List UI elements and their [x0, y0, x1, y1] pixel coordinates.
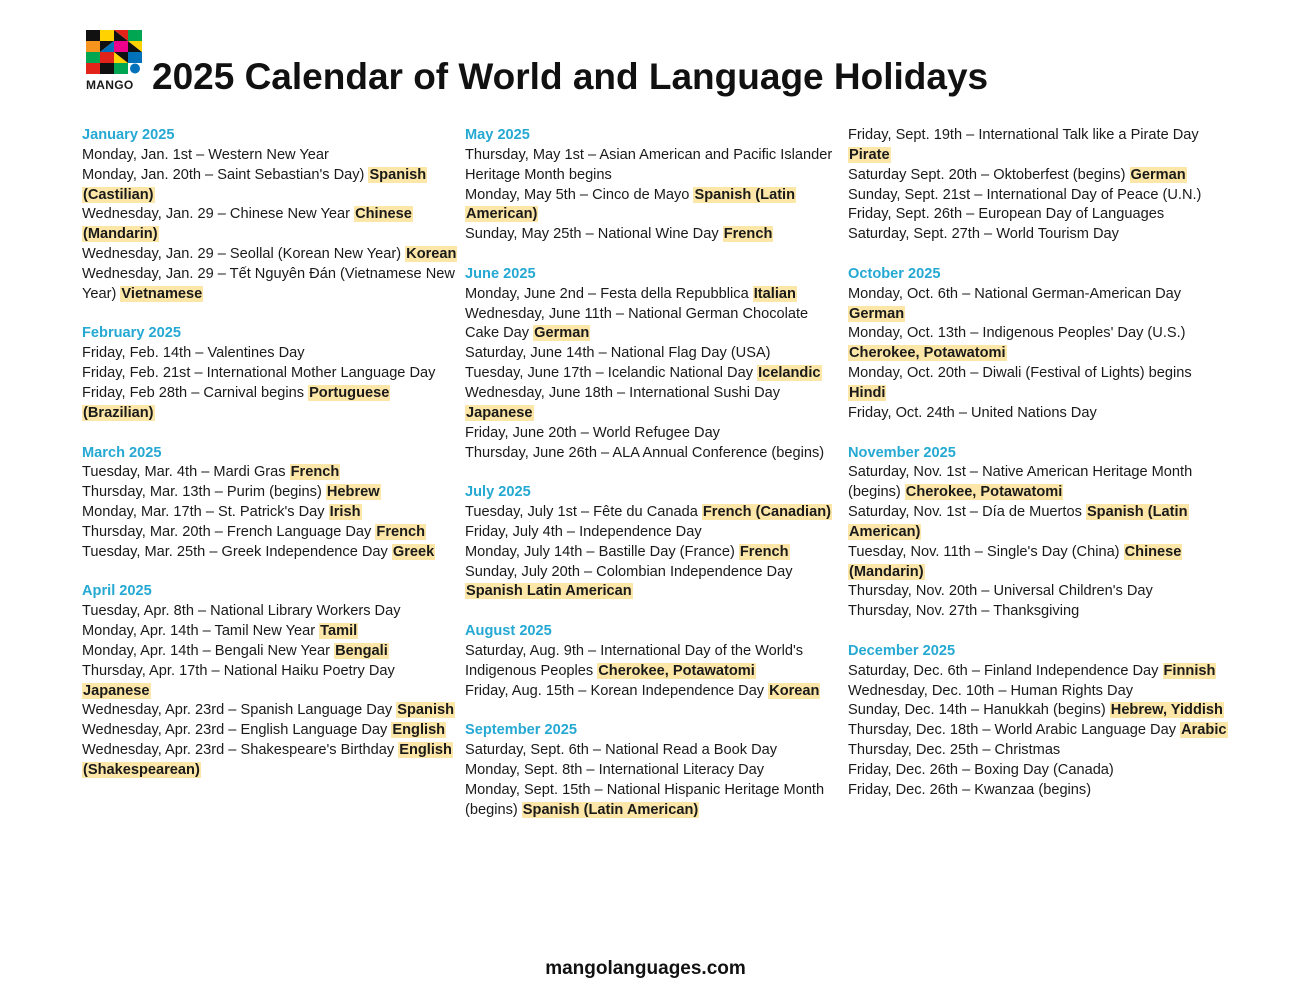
holiday-entry [465, 384, 843, 424]
language-tag: Japanese [83, 682, 150, 699]
holiday-text: Friday, Feb. 21st – International Mother Language Day [82, 365, 436, 382]
holiday-entry [848, 682, 1228, 702]
language-tag: Finnish [1163, 662, 1216, 679]
language-tag: Chinese (Mandarin) [83, 206, 412, 243]
holiday-text: Monday, Jan. 1st – Western New Year [82, 146, 329, 163]
holiday-text: Monday, July 14th – Bastille Day (France) [465, 543, 735, 560]
month-section [848, 126, 1228, 245]
language-tag: Irish [329, 504, 361, 521]
holiday-text: Saturday, Sept. 6th – National Read a Book Day [465, 742, 778, 759]
holiday-entry [465, 781, 843, 821]
language-tag: Cherokee, Potawatomi [905, 484, 1063, 501]
language-tag: Korean [769, 682, 820, 699]
month-section [82, 126, 462, 305]
holiday-text: Saturday, Dec. 6th – Finland Independence Day [848, 662, 1159, 679]
holiday-entry [82, 642, 462, 662]
holiday-text: Tuesday, Mar. 4th – Mardi Gras [82, 464, 286, 481]
language-tag: German [1130, 166, 1186, 183]
mango-logo[interactable] [86, 30, 148, 94]
month-heading: November 2025 [848, 444, 956, 461]
logo-text: MANGO [86, 78, 134, 92]
month-section [848, 265, 1228, 424]
holiday-text: Saturday, Nov. 1st – Día de Muertos [848, 504, 1082, 521]
language-tag: Pirate [849, 146, 890, 163]
holiday-text: Tuesday, Nov. 11th – Single's Day (China) [848, 543, 1120, 560]
holiday-entry [848, 285, 1228, 325]
holiday-text: Wednesday, Apr. 23rd – English Language Day [82, 722, 388, 739]
holiday-text: Friday, Feb 28th – Carnival begins [82, 384, 304, 401]
month-heading: August 2025 [465, 623, 552, 640]
holiday-text: Saturday Sept. 20th – Oktoberfest (begins) [848, 166, 1126, 183]
holiday-entry [82, 205, 462, 245]
language-tag: Portuguese (Brazilian) [83, 384, 390, 421]
month-heading: May 2025 [465, 127, 530, 143]
holiday-text: Sunday, Sept. 21st – International Day of Peace (U.N.) [848, 186, 1202, 203]
holiday-entry [82, 503, 462, 523]
holiday-text: Monday, Apr. 14th – Bengali New Year [82, 642, 330, 659]
holiday-entry [848, 761, 1228, 781]
holiday-entry [82, 344, 462, 364]
holiday-entry [82, 523, 462, 543]
holiday-entry [848, 364, 1228, 404]
holiday-text: Friday, Oct. 24th – United Nations Day [848, 404, 1097, 421]
holiday-text: Saturday, Aug. 9th – International Day of the World's Indigenous Peoples [465, 642, 804, 679]
language-tag: Hebrew, Yiddish [1110, 702, 1223, 719]
holiday-text: Wednesday, Jan. 29 – Tết Nguyên Đán (Vietnamese New Year) [82, 265, 455, 302]
holiday-entry [848, 126, 1228, 166]
mango-logo-icon [86, 30, 144, 74]
holiday-entry [465, 543, 843, 563]
language-tag: French [723, 226, 773, 243]
holiday-text: Friday, June 20th – World Refugee Day [465, 424, 720, 441]
holiday-entry [82, 483, 462, 503]
holiday-text: Friday, Sept. 19th – International Talk like a Pirate Day [848, 127, 1199, 143]
holiday-text: Friday, Dec. 26th – Kwanzaa (begins) [848, 781, 1092, 798]
calendar-column-2 [465, 126, 843, 840]
holiday-text: Monday, Apr. 14th – Tamil New Year [82, 623, 316, 640]
holiday-text: Thursday, Dec. 25th – Christmas [848, 742, 1061, 759]
language-tag: English (Shakespearean) [83, 742, 452, 778]
language-tag: German [849, 305, 905, 322]
holiday-text: Thursday, Apr. 17th – National Haiku Poetry Day [82, 662, 395, 679]
holiday-entry [82, 265, 462, 305]
holiday-text: Thursday, Mar. 20th – French Language Day [82, 523, 372, 540]
language-tag: Spanish (Latin American) [522, 801, 699, 818]
holiday-text: Thursday, Nov. 27th – Thanksgiving [848, 603, 1080, 620]
holiday-entry [848, 741, 1228, 761]
holiday-entry [82, 602, 462, 622]
language-tag: Chinese (Mandarin) [849, 543, 1182, 580]
holiday-text: Saturday, June 14th – National Flag Day (USA) [465, 345, 771, 362]
holiday-text: Wednesday, June 18th – International Sushi Day [465, 384, 781, 401]
holiday-entry [848, 503, 1228, 543]
language-tag: French [739, 543, 789, 560]
holiday-entry [82, 721, 462, 741]
calendar-column-3 [848, 126, 1228, 821]
month-heading: April 2025 [82, 583, 152, 600]
language-tag: Cherokee, Potawatomi [598, 662, 755, 679]
holiday-text: Wednesday, Apr. 23rd – Shakespeare's Birthday [82, 742, 395, 759]
holiday-entry [82, 245, 462, 265]
month-section [465, 483, 843, 602]
holiday-entry [465, 344, 843, 364]
language-tag: Vietnamese [121, 285, 203, 302]
holiday-text: Sunday, May 25th – National Wine Day [465, 226, 719, 243]
month-section [465, 622, 843, 701]
holiday-text: Monday, Jan. 20th – Saint Sebastian's Day) [82, 166, 365, 183]
holiday-text: Thursday, Mar. 13th – Purim (begins) [82, 484, 322, 501]
holiday-text: Tuesday, July 1st – Fête du Canada [465, 504, 698, 521]
holiday-entry [848, 324, 1228, 364]
holiday-entry [82, 166, 462, 206]
month-heading: December 2025 [848, 642, 956, 659]
holiday-text: Friday, Dec. 26th – Boxing Day (Canada) [848, 762, 1114, 778]
language-tag: Arabic [1181, 722, 1227, 739]
language-tag: Spanish [397, 702, 455, 719]
language-tag: Japanese [466, 404, 533, 421]
holiday-text: Wednesday, June 11th – National German Chocolate Cake Day [465, 305, 809, 342]
month-section [465, 265, 843, 463]
language-tag: Spanish (Latin American) [849, 504, 1188, 540]
holiday-entry [465, 563, 843, 603]
holiday-entry [848, 166, 1228, 186]
holiday-entry [465, 523, 843, 543]
holiday-text: Thursday, June 26th – ALA Annual Conference (begins) [465, 444, 825, 461]
holiday-text: Thursday, May 1st – Asian American and Pacific Islander Heritage Month begins [465, 146, 833, 183]
language-tag: Spanish (Latin American) [466, 186, 796, 223]
holiday-entry [848, 781, 1228, 801]
holiday-entry [465, 424, 843, 444]
holiday-text: Saturday, Nov. 1st – Native American Heritage Month (begins) [848, 464, 1193, 501]
holiday-entry [465, 285, 843, 305]
holiday-text: Thursday, Nov. 20th – Universal Children's Day [848, 583, 1153, 600]
holiday-text: Monday, Sept. 8th – International Literacy Day [465, 762, 765, 778]
holiday-entry [848, 186, 1228, 206]
language-tag: Greek [392, 543, 435, 560]
holiday-entry [82, 146, 462, 166]
month-heading: June 2025 [465, 265, 536, 282]
holiday-entry [465, 642, 843, 682]
holiday-entry [465, 305, 843, 345]
month-heading: February 2025 [82, 325, 181, 342]
holiday-text: Wednesday, Apr. 23rd – Spanish Language Day [82, 702, 393, 719]
holiday-entry [848, 404, 1228, 424]
holiday-entry [465, 503, 843, 523]
month-section [465, 126, 843, 245]
holiday-text: Tuesday, Apr. 8th – National Library Workers Day [82, 603, 401, 620]
holiday-text: Tuesday, Mar. 25th – Greek Independence Day [82, 543, 388, 560]
holiday-text: Wednesday, Jan. 29 – Seollal (Korean New Year) [82, 246, 402, 263]
holiday-text: Wednesday, Dec. 10th – Human Rights Day [848, 682, 1133, 699]
month-section [82, 324, 462, 423]
calendar-column-1 [82, 126, 462, 801]
month-section [82, 444, 462, 563]
holiday-entry [465, 225, 843, 245]
holiday-text: Saturday, Sept. 27th – World Tourism Day [848, 226, 1119, 243]
holiday-entry [848, 205, 1228, 225]
holiday-entry [82, 384, 462, 424]
holiday-text: Sunday, July 20th – Colombian Independence Day [465, 563, 793, 580]
holiday-entry [848, 701, 1228, 721]
holiday-entry [848, 602, 1228, 622]
holiday-text: Monday, Oct. 20th – Diwali (Festival of Lights) begins [848, 365, 1192, 382]
holiday-text: Monday, Sept. 15th – National Hispanic Heritage Month (begins) [465, 781, 825, 818]
page-title: 2025 Calendar of World and Language Holidays [152, 56, 989, 97]
holiday-text: Friday, Sept. 26th – European Day of Languages [848, 206, 1165, 223]
holiday-text: Monday, May 5th – Cinco de Mayo [465, 186, 690, 203]
holiday-entry [465, 146, 843, 186]
language-tag: Hindi [849, 384, 886, 401]
language-tag: English [392, 722, 446, 739]
holiday-entry [848, 582, 1228, 602]
language-tag: Korean [406, 246, 457, 263]
holiday-entry [465, 364, 843, 384]
month-heading: January 2025 [82, 127, 175, 143]
holiday-entry [848, 662, 1228, 682]
month-section [465, 721, 843, 820]
holiday-text: Thursday, Dec. 18th – World Arabic Language Day [848, 722, 1177, 739]
holiday-entry [848, 225, 1228, 245]
holiday-entry [465, 682, 843, 702]
holiday-entry [465, 761, 843, 781]
holiday-entry [848, 543, 1228, 583]
holiday-text: Sunday, Dec. 14th – Hanukkah (begins) [848, 702, 1106, 719]
language-tag: French (Canadian) [702, 504, 832, 521]
language-tag: Icelandic [758, 365, 821, 382]
holiday-text: Monday, June 2nd – Festa della Repubblica [465, 285, 749, 302]
holiday-text: Wednesday, Jan. 29 – Chinese New Year [82, 206, 350, 223]
holiday-text: Friday, Feb. 14th – Valentines Day [82, 345, 305, 362]
holiday-text: Friday, July 4th – Independence Day [465, 523, 702, 540]
holiday-text: Tuesday, June 17th – Icelandic National Day [465, 365, 753, 382]
language-tag: German [534, 325, 590, 342]
holiday-text: Monday, Oct. 6th – National German-American Day [848, 285, 1182, 302]
holiday-entry [82, 701, 462, 721]
language-tag: Spanish (Castilian) [83, 166, 427, 203]
language-tag: Bengali [335, 642, 388, 659]
month-section [848, 444, 1228, 623]
language-tag: French [290, 464, 340, 481]
holiday-entry [465, 741, 843, 761]
holiday-entry [82, 622, 462, 642]
holiday-entry [82, 543, 462, 563]
holiday-entry [848, 463, 1228, 503]
holiday-text: Monday, Oct. 13th – Indigenous Peoples' Day (U.S.) [848, 325, 1186, 342]
holiday-entry [82, 463, 462, 483]
month-heading: September 2025 [465, 722, 577, 739]
month-heading: July 2025 [465, 484, 531, 501]
language-tag: Tamil [320, 623, 358, 640]
holiday-entry [82, 364, 462, 384]
holiday-entry [82, 741, 462, 781]
holiday-text: Friday, Aug. 15th – Korean Independence Day [465, 682, 765, 699]
footer-url[interactable]: mangolanguages.com [545, 958, 746, 979]
language-tag: Italian [753, 285, 796, 302]
holiday-text: Monday, Mar. 17th – St. Patrick's Day [82, 504, 325, 521]
holiday-entry [82, 662, 462, 702]
month-section [848, 642, 1228, 801]
language-tag: Hebrew [326, 484, 380, 501]
language-tag: Cherokee, Potawatomi [849, 345, 1006, 362]
holiday-entry [465, 186, 843, 226]
language-tag: Spanish Latin American [466, 583, 632, 600]
month-heading: March 2025 [82, 444, 162, 461]
language-tag: French [376, 523, 426, 540]
month-section [82, 582, 462, 780]
holiday-entry [848, 721, 1228, 741]
month-heading: October 2025 [848, 265, 941, 282]
holiday-entry [465, 444, 843, 464]
